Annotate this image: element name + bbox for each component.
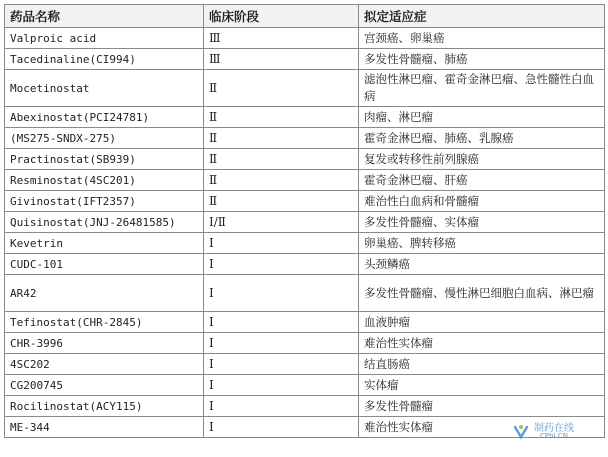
- cphi-logo-icon: [512, 423, 530, 441]
- phase-cell: Ⅰ: [204, 375, 359, 396]
- phase-cell: Ⅰ: [204, 396, 359, 417]
- watermark: [512, 419, 590, 447]
- watermark-text: 制药在线: [534, 423, 574, 434]
- indication-cell: 结直肠癌: [359, 354, 605, 375]
- drug-name-cell: Quisinostat(JNJ-26481585): [5, 212, 204, 233]
- table-row: [5, 396, 605, 417]
- indication-cell: 多发性骨髓瘤、实体瘤: [359, 212, 605, 233]
- drug-table: [4, 4, 605, 438]
- table-row: [5, 107, 605, 128]
- indication-cell: 难治性实体瘤: [359, 417, 605, 438]
- table-header-row: [5, 5, 605, 28]
- phase-cell: Ⅰ: [204, 233, 359, 254]
- drug-name-cell: CHR-3996: [5, 333, 204, 354]
- indication-cell: 血液肿瘤: [359, 312, 605, 333]
- phase-cell: Ⅱ: [204, 128, 359, 149]
- table-row: [5, 233, 605, 254]
- watermark-sub: CPhI.CN: [540, 432, 568, 440]
- drug-name-cell: Practinostat(SB939): [5, 149, 204, 170]
- phase-cell: Ⅱ: [204, 70, 359, 107]
- indication-cell: 实体瘤: [359, 375, 605, 396]
- indication-cell: 难治性实体瘤: [359, 333, 605, 354]
- table-row: [5, 170, 605, 191]
- phase-cell: Ⅲ: [204, 49, 359, 70]
- table-row: [5, 128, 605, 149]
- drug-name-cell: Valproic acid: [5, 28, 204, 49]
- table-row: [5, 70, 605, 107]
- drug-name-cell: AR42: [5, 275, 204, 312]
- indication-cell: 多发性骨髓瘤、慢性淋巴细胞白血病、淋巴瘤: [359, 275, 605, 312]
- table-row: [5, 354, 605, 375]
- phase-cell: Ⅰ: [204, 354, 359, 375]
- indication-cell: 霍奇金淋巴瘤、肝癌: [359, 170, 605, 191]
- phase-cell: Ⅰ: [204, 275, 359, 312]
- table-row: [5, 254, 605, 275]
- drug-name-cell: Kevetrin: [5, 233, 204, 254]
- header-indication: 拟定适应症: [359, 5, 605, 28]
- drug-name-cell: (MS275-SNDX-275): [5, 128, 204, 149]
- table-row: [5, 333, 605, 354]
- drug-name-cell: Tefinostat(CHR-2845): [5, 312, 204, 333]
- indication-cell: 复发或转移性前列腺癌: [359, 149, 605, 170]
- indication-cell: 卵巢癌、脾转移癌: [359, 233, 605, 254]
- indication-cell: 滤泡性淋巴瘤、霍奇金淋巴瘤、急性髓性白血病: [359, 70, 605, 107]
- table-row: [5, 212, 605, 233]
- phase-cell: Ⅱ: [204, 170, 359, 191]
- phase-cell: Ⅱ: [204, 191, 359, 212]
- table-row: [5, 275, 605, 312]
- drug-name-cell: CUDC-101: [5, 254, 204, 275]
- phase-cell: Ⅰ: [204, 254, 359, 275]
- drug-name-cell: ME-344: [5, 417, 204, 438]
- drug-name-cell: Rocilinostat(ACY115): [5, 396, 204, 417]
- drug-name-cell: Resminostat(4SC201): [5, 170, 204, 191]
- drug-name-cell: Tacedinaline(CI994): [5, 49, 204, 70]
- table-row: [5, 312, 605, 333]
- indication-cell: 多发性骨髓瘤、肺癌: [359, 49, 605, 70]
- drug-name-cell: Abexinostat(PCI24781): [5, 107, 204, 128]
- table-row: [5, 191, 605, 212]
- indication-cell: 宫颈癌、卵巢癌: [359, 28, 605, 49]
- table-row: [5, 28, 605, 49]
- table-row: [5, 375, 605, 396]
- drug-name-cell: CG200745: [5, 375, 204, 396]
- indication-cell: 头颈鳞癌: [359, 254, 605, 275]
- phase-cell: Ⅲ: [204, 28, 359, 49]
- indication-cell: 难治性白血病和骨髓瘤: [359, 191, 605, 212]
- phase-cell: Ⅰ/Ⅱ: [204, 212, 359, 233]
- indication-cell: 霍奇金淋巴瘤、肺癌、乳腺癌: [359, 128, 605, 149]
- header-clinical-phase: 临床阶段: [204, 5, 359, 28]
- phase-cell: Ⅱ: [204, 107, 359, 128]
- phase-cell: Ⅱ: [204, 149, 359, 170]
- header-drug-name: 药品名称: [5, 5, 204, 28]
- phase-cell: Ⅰ: [204, 333, 359, 354]
- phase-cell: Ⅰ: [204, 312, 359, 333]
- drug-name-cell: 4SC202: [5, 354, 204, 375]
- table-row: [5, 49, 605, 70]
- indication-cell: 多发性骨髓瘤: [359, 396, 605, 417]
- drug-name-cell: Mocetinostat: [5, 70, 204, 107]
- drug-name-cell: Givinostat(IFT2357): [5, 191, 204, 212]
- table-row: [5, 149, 605, 170]
- phase-cell: Ⅰ: [204, 417, 359, 438]
- indication-cell: 肉瘤、淋巴瘤: [359, 107, 605, 128]
